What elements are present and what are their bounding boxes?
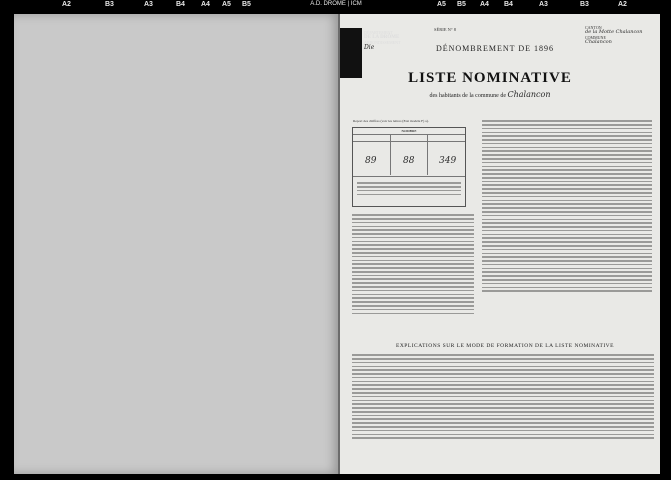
text-line [352, 437, 654, 439]
text-line [482, 226, 652, 228]
text-line [352, 430, 654, 432]
box-divider [427, 135, 428, 175]
text-line [352, 400, 654, 402]
text-line [352, 237, 474, 239]
text-line [482, 188, 652, 190]
text-line [352, 241, 474, 243]
text-line [352, 252, 474, 254]
text-line [352, 214, 474, 216]
text-line [352, 373, 654, 375]
department-label: DÉPARTEMENT [364, 30, 393, 35]
text-line [352, 226, 474, 228]
text-line [482, 283, 652, 285]
text-line [352, 297, 474, 299]
text-line [352, 422, 654, 424]
text-line [482, 158, 652, 160]
count-inhabitants: 349 [439, 156, 457, 166]
text-line [482, 196, 652, 198]
text-line [352, 381, 654, 383]
count-houses: 89 [365, 156, 377, 166]
text-line [352, 392, 654, 394]
text-line [352, 267, 474, 269]
text-line [482, 143, 652, 145]
canton-name: de la Motte Chalancon [585, 29, 643, 35]
page-title: LISTE NOMINATIVE [408, 70, 572, 86]
text-line [482, 241, 652, 243]
text-line [482, 147, 652, 149]
text-line [352, 286, 474, 288]
text-line [482, 173, 652, 175]
text-line [482, 192, 652, 194]
text-line [352, 388, 654, 390]
ruler-label: B4 [176, 1, 185, 8]
serie-number: SÉRIE N° 8 [434, 27, 457, 32]
text-line [482, 200, 652, 202]
text-line [352, 233, 474, 235]
ruler-label: A5 [437, 1, 446, 8]
text-line [482, 215, 652, 217]
text-line [352, 290, 474, 292]
text-line [357, 186, 461, 188]
text-line [352, 309, 474, 311]
text-line [482, 260, 652, 262]
text-line [482, 203, 652, 205]
text-line [482, 279, 652, 281]
text-line [352, 418, 654, 420]
ruler-label: A4 [201, 1, 210, 8]
text-line [352, 222, 474, 224]
text-line [482, 253, 652, 255]
explanations-body [352, 352, 654, 464]
text-line [352, 377, 654, 379]
text-line [352, 301, 474, 303]
text-line [352, 366, 654, 368]
text-line [482, 166, 652, 168]
count-summary-box [352, 127, 466, 207]
arrondissement-label: ARRONDISSEMENT [364, 40, 401, 45]
text-line [482, 120, 652, 122]
ruler-label: A3 [539, 1, 548, 8]
text-line [482, 275, 652, 277]
archive-watermark: A.D. DROME | ICM [310, 1, 362, 7]
text-line [352, 244, 474, 246]
department-name: DE LA DRÔME [364, 35, 400, 40]
text-line [357, 190, 461, 192]
text-line [482, 139, 652, 141]
text-line [352, 369, 654, 371]
text-line [352, 218, 474, 220]
text-line [482, 245, 652, 247]
ruler-label: B5 [457, 1, 466, 8]
text-line [482, 162, 652, 164]
canton-label: CANTON [585, 25, 602, 30]
text-line [357, 182, 461, 184]
text-line [352, 403, 654, 405]
text-line [352, 313, 474, 315]
text-line [352, 282, 474, 284]
text-line [352, 305, 474, 307]
text-line [482, 249, 652, 251]
text-line [482, 256, 652, 258]
archive-ruler-bar [0, 0, 671, 11]
text-line [482, 181, 652, 183]
text-line [357, 194, 461, 196]
explanations-heading: EXPLICATIONS SUR LE MODE DE FORMATION DE LA LISTE NOMINATIVE [395, 343, 615, 349]
text-line [352, 260, 474, 262]
text-line [352, 354, 654, 356]
text-line [482, 222, 652, 224]
text-line [352, 278, 474, 280]
ruler-label: A2 [618, 1, 627, 8]
commune-name: Chalancon [585, 39, 612, 45]
ruler-label: B5 [242, 1, 251, 8]
box-footnote [357, 180, 461, 202]
box-header: NOMBRE [353, 128, 465, 135]
ruler-label: A3 [144, 1, 153, 8]
text-line [482, 135, 652, 137]
ruler-label: B3 [105, 1, 114, 8]
text-line [352, 358, 654, 360]
subtitle-prefix: des habitants de la commune de [429, 93, 506, 99]
text-line [482, 230, 652, 232]
text-line [352, 407, 654, 409]
text-line [352, 275, 474, 277]
instructions-right-column [482, 118, 652, 333]
text-line [352, 294, 474, 296]
census-year-heading: DÉNOMBREMENT DE 1896 [435, 44, 555, 53]
text-line [352, 384, 654, 386]
box-column-headers [353, 135, 465, 142]
commune-label: COMMUNE [585, 35, 606, 40]
instructions-left-column [352, 212, 474, 337]
ruler-label: A4 [480, 1, 489, 8]
text-line [352, 434, 654, 436]
text-line [352, 229, 474, 231]
text-line [352, 256, 474, 258]
ruler-label: A2 [62, 1, 71, 8]
subtitle-commune: Chalancon [507, 90, 551, 99]
text-line [352, 248, 474, 250]
text-line [352, 415, 654, 417]
text-line [482, 184, 652, 186]
text-line [482, 211, 652, 213]
text-line [352, 271, 474, 273]
text-line [482, 154, 652, 156]
ruler-label: A5 [222, 1, 231, 8]
text-line [482, 219, 652, 221]
text-line [352, 362, 654, 364]
text-line [352, 411, 654, 413]
left-page-blank [14, 14, 340, 474]
text-line [352, 426, 654, 428]
text-line [352, 263, 474, 265]
count-households: 88 [403, 156, 415, 166]
text-line [482, 268, 652, 270]
page-subtitle [380, 90, 600, 99]
text-line [482, 150, 652, 152]
text-line [352, 396, 654, 398]
ruler-label: B3 [580, 1, 589, 8]
text-line [482, 132, 652, 134]
text-line [482, 177, 652, 179]
box-caption: Report des chiffres (voir les lettres (Etat modèle F) a). [353, 119, 429, 123]
text-line [482, 169, 652, 171]
text-line [482, 271, 652, 273]
text-line [482, 234, 652, 236]
text-line [482, 124, 652, 126]
department-tab [340, 28, 362, 78]
text-line [482, 287, 652, 289]
text-line [482, 264, 652, 266]
text-line [482, 207, 652, 209]
ruler-label: B4 [504, 1, 513, 8]
box-separator [353, 175, 465, 177]
arrondissement-name: Die [364, 44, 375, 51]
text-line [482, 237, 652, 239]
text-line [482, 290, 652, 292]
text-line [482, 128, 652, 130]
box-divider [390, 135, 391, 175]
canton-header [585, 25, 655, 45]
